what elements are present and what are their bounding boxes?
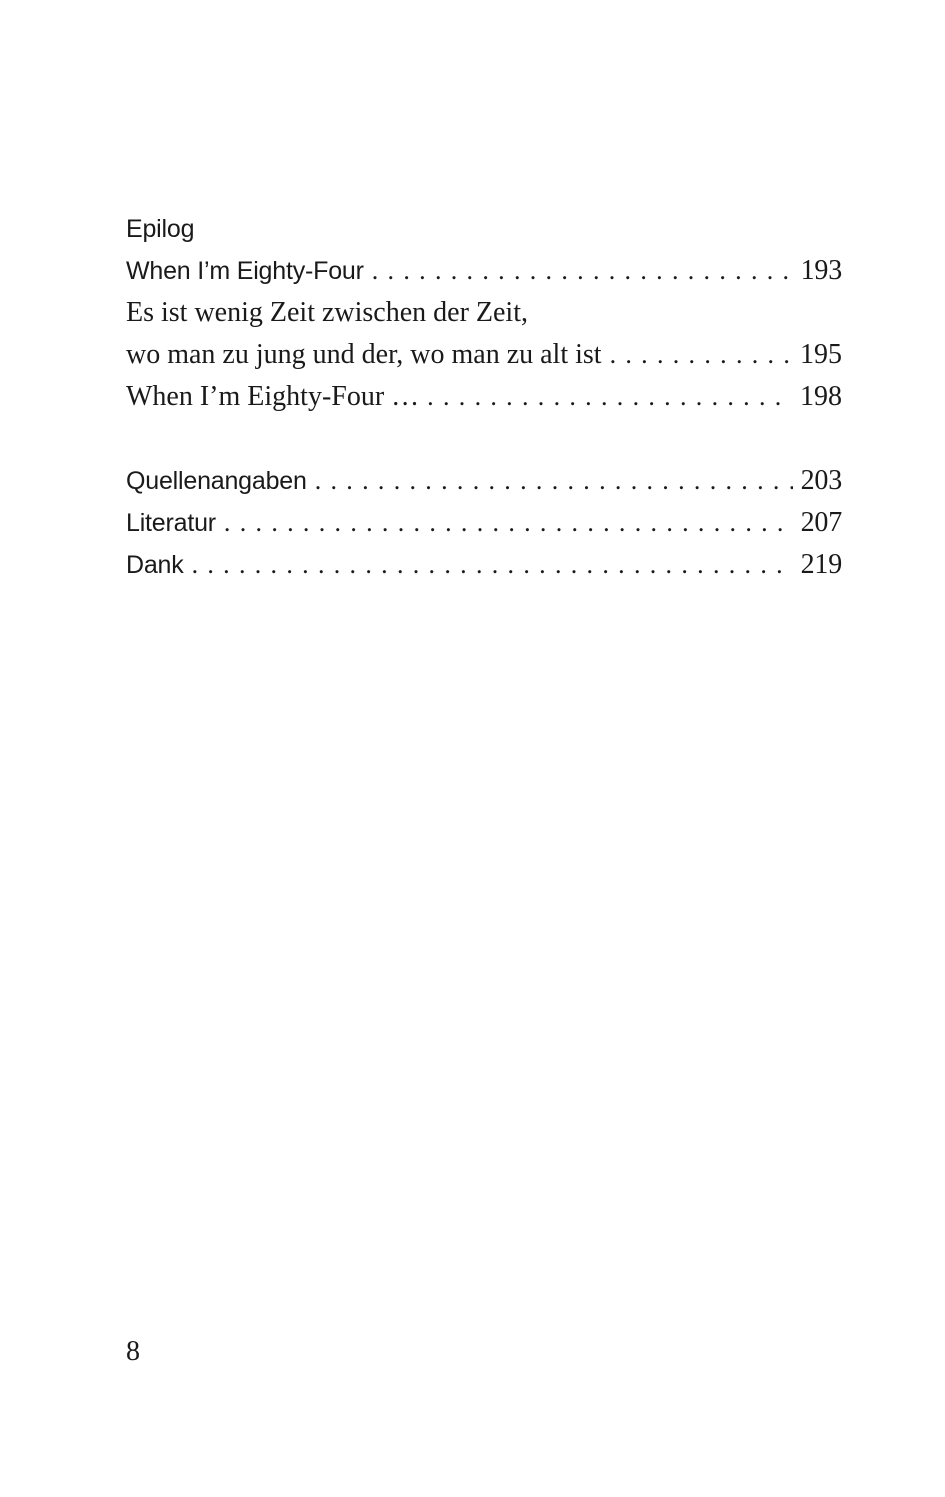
- toc-entry: [126, 460, 842, 502]
- table-of-contents: [126, 208, 842, 586]
- section-heading-epilog: Epilog: [126, 215, 195, 243]
- toc-entry-page: 203: [800, 465, 842, 496]
- toc-entry-title: wo man zu jung und der, wo man zu alt ist: [126, 339, 602, 370]
- leader-dots: [610, 334, 792, 376]
- leader-dots: [192, 544, 793, 586]
- toc-entry: [126, 334, 842, 376]
- leader-dots: [224, 502, 793, 544]
- toc-entry: [126, 544, 842, 586]
- toc-entry: [126, 250, 842, 292]
- toc-entry-title: Literatur: [126, 509, 216, 537]
- toc-entry-page: 195: [800, 339, 842, 370]
- toc-entry: [126, 502, 842, 544]
- leader-dots: [372, 250, 793, 292]
- toc-entry-title: When I’m Eighty-Four …: [126, 381, 420, 412]
- leader-dots: [315, 460, 793, 502]
- toc-entry-page: 207: [800, 507, 842, 538]
- toc-entry-title: When I’m Eighty-Four: [126, 257, 364, 285]
- toc-entry: [126, 376, 842, 418]
- spacer: [126, 418, 842, 460]
- leader-dots: [427, 376, 792, 418]
- page-number: 8: [126, 1336, 140, 1367]
- toc-entry-title: Dank: [126, 551, 184, 579]
- toc-entry-page: 193: [800, 255, 842, 286]
- toc-entry-page: 219: [800, 549, 842, 580]
- toc-entry-title-line: Es ist wenig Zeit zwischen der Zeit,: [126, 297, 528, 328]
- toc-entry-title: Quellenangaben: [126, 467, 307, 495]
- toc-entry-page: 198: [800, 381, 842, 412]
